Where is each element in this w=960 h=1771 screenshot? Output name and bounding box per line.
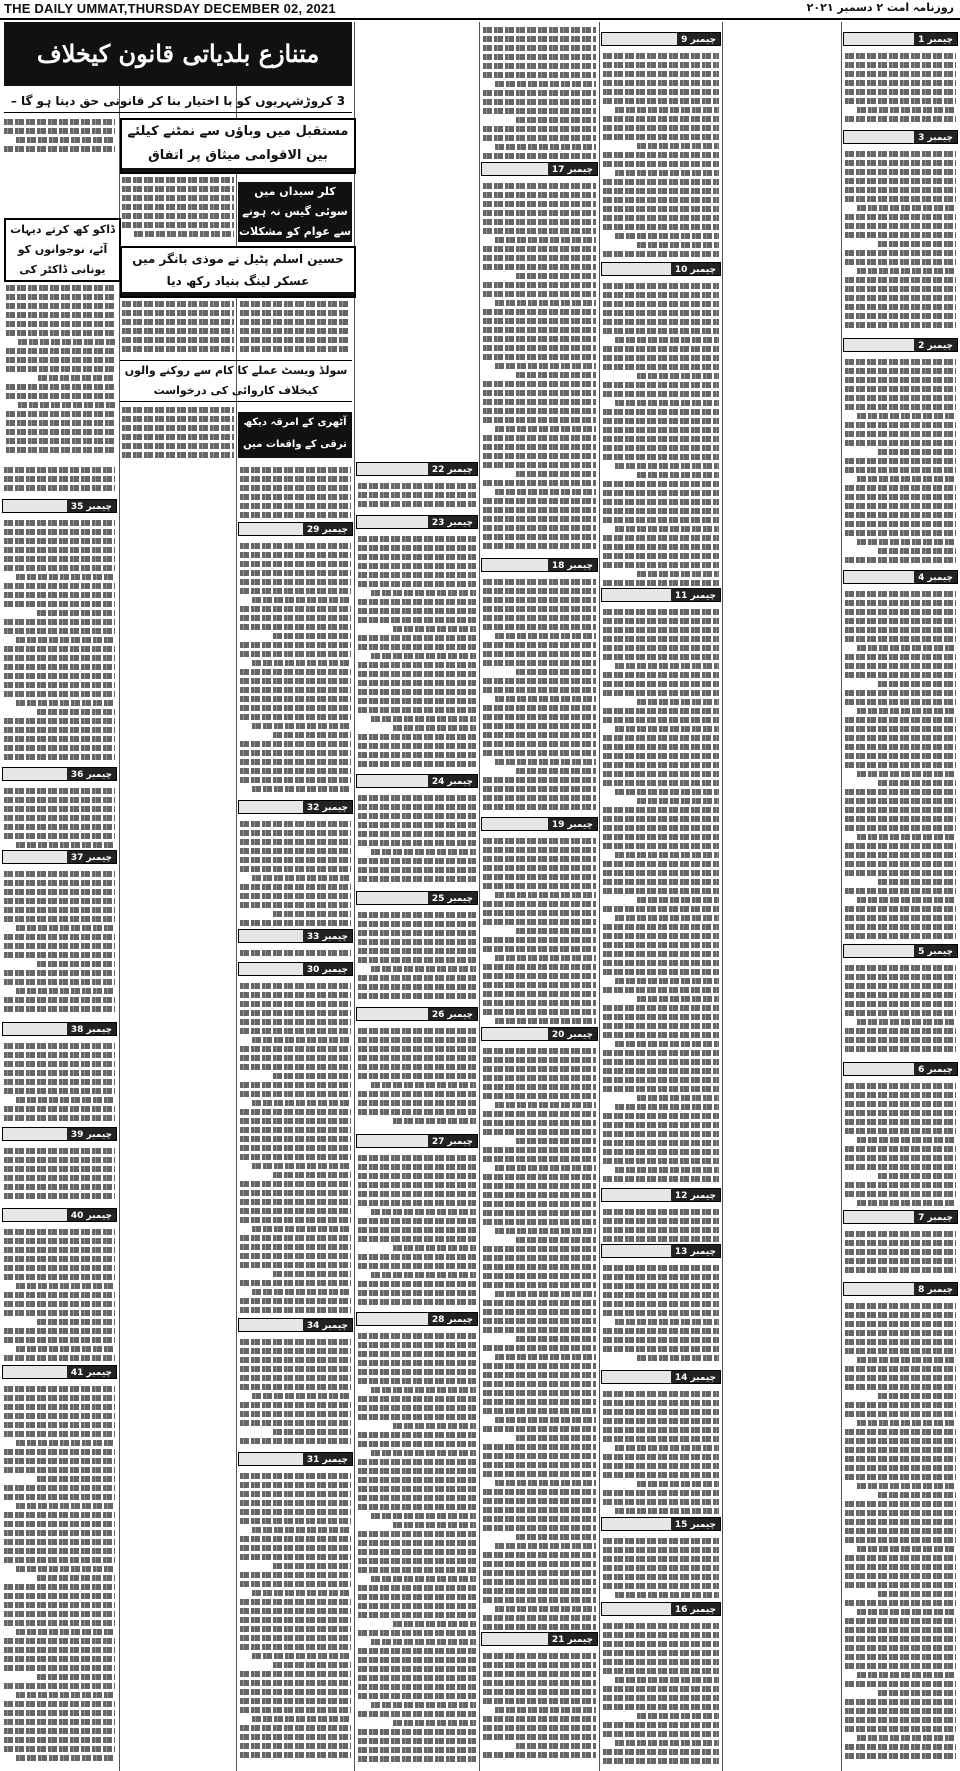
headline: حسین اسلم پٹیل نے موذی بانگر میں عسکر لینگ بنیاد رکھ دیا: [132, 252, 344, 288]
section-number: چیمبر 30: [303, 963, 352, 976]
story-text: [2, 517, 117, 765]
section-label: [481, 1027, 598, 1041]
story-text: [238, 1470, 353, 1765]
section-label: [601, 588, 721, 602]
section-label: [238, 1318, 353, 1332]
section-number: چیمبر 2: [914, 339, 957, 352]
section-number: چیمبر 7: [914, 1211, 957, 1224]
section-number: چیمبر 14: [671, 1371, 720, 1384]
story-text: [843, 962, 958, 1060]
story-text: [481, 24, 598, 160]
section-label: [356, 462, 478, 476]
section-label: [356, 1134, 478, 1148]
story-text: [843, 1080, 958, 1208]
story-text: [238, 298, 352, 358]
section-number: چیمبر 6: [914, 1063, 957, 1076]
section-label: [843, 338, 958, 352]
headline: سولڈ ویسٹ عملے کا کام سے روکنے والوں کیخلاف کاروائی کی درخواست: [124, 364, 348, 397]
section-label: [238, 1452, 353, 1466]
section-label: [2, 767, 117, 781]
section-number: چیمبر 33: [303, 930, 352, 943]
story-text: [120, 298, 236, 358]
section-number: چیمبر 8: [914, 1283, 957, 1296]
story-text: [2, 464, 117, 497]
section-label: [238, 800, 353, 814]
urdu-date: روزنامہ امت ۲ دسمبر ۲۰۲۱: [806, 1, 954, 14]
story-text: [843, 1228, 958, 1280]
headline: مستقبل میں وباؤں سے نمٹنے کیلئے بین الاقوامی میثاق پر اتفاق: [127, 124, 349, 163]
section-label: [601, 1517, 721, 1531]
story-text: [481, 576, 598, 815]
story-text: [120, 174, 236, 244]
section-label: [601, 262, 721, 276]
story-text: [2, 116, 117, 156]
story-text: [601, 280, 721, 586]
story-text: [356, 792, 478, 889]
story-text: [2, 868, 117, 1020]
section-number: چیمبر 22: [428, 463, 477, 476]
story-text: [843, 148, 958, 336]
section-label: [843, 1210, 958, 1224]
story-text: [843, 50, 958, 128]
story-text: [238, 818, 353, 927]
story-text: [601, 1620, 721, 1765]
headline: ڈاکو کھ کرتے دیہات آئے، نوجوانوں کو یونانی ڈاکٹر کی: [10, 223, 115, 276]
section-number: چیمبر 18: [548, 559, 597, 572]
section-label: [601, 1188, 721, 1202]
section-number: چیمبر 11: [671, 589, 720, 602]
section-label: [601, 1244, 721, 1258]
section-number: چیمبر 34: [303, 1319, 352, 1332]
story-text: [356, 1152, 478, 1310]
section-label: [356, 891, 478, 905]
headline-box: [120, 118, 356, 174]
section-number: چیمبر 15: [671, 1518, 720, 1531]
section-number: چیمبر 10: [671, 263, 720, 276]
section-label: [601, 1370, 721, 1384]
section-number: چیمبر 16: [671, 1603, 720, 1616]
section-number: چیمبر 41: [67, 1366, 116, 1379]
story-text: [2, 1226, 117, 1363]
story-text: [481, 1650, 598, 1765]
story-text: [843, 588, 958, 942]
story-text: [601, 1388, 721, 1515]
section-number: چیمبر 21: [548, 1633, 597, 1646]
section-number: چیمبر 38: [67, 1023, 116, 1036]
story-text: [601, 50, 721, 260]
story-text: [356, 1330, 478, 1765]
headline-dark: آٹھری کے امرقہ دیکھ ترقی کے واقعات میں: [238, 412, 352, 458]
story-text: [601, 1535, 721, 1600]
section-number: چیمبر 13: [671, 1245, 720, 1258]
section-label: [356, 1007, 478, 1021]
section-label: [2, 1022, 117, 1036]
section-number: چیمبر 24: [428, 775, 477, 788]
story-text: [238, 980, 353, 1316]
section-number: چیمبر 17: [548, 163, 597, 176]
section-label: [2, 1208, 117, 1222]
edition-line: THE DAILY UMMAT,THURSDAY DECEMBER 02, 2021: [4, 1, 336, 16]
section-label: [601, 32, 721, 46]
section-number: چیمبر 9: [677, 33, 720, 46]
headline-box: [4, 218, 121, 282]
story-text: [4, 282, 117, 457]
story-text: [843, 356, 958, 568]
story-text: [481, 180, 598, 556]
section-number: چیمبر 5: [914, 945, 957, 958]
section-label: [356, 774, 478, 788]
section-label: [843, 130, 958, 144]
section-label: [356, 1312, 478, 1326]
section-label: [843, 1282, 958, 1296]
story-text: [601, 606, 721, 1186]
lead-banner: متنازع بلدیاتی قانون کیخلاف: [4, 22, 352, 86]
story-text: [238, 464, 353, 520]
story-text: [238, 947, 353, 960]
section-number: چیمبر 32: [303, 801, 352, 814]
section-number: چیمبر 39: [67, 1128, 116, 1141]
story-text: [481, 835, 598, 1025]
story-text: [356, 480, 478, 513]
section-number: چیمبر 3: [914, 131, 957, 144]
section-number: چیمبر 20: [548, 1028, 597, 1041]
section-label: [238, 522, 353, 536]
story-text: [238, 540, 353, 798]
section-number: چیمبر 29: [303, 523, 352, 536]
story-text: [2, 1145, 117, 1206]
section-number: چیمبر 31: [303, 1453, 352, 1466]
story-text: [238, 1336, 353, 1450]
headline-box: [120, 360, 352, 402]
story-text: [481, 1045, 598, 1630]
headline-dark: کلر سیداں میں سوئی گیس نہ ہونے سے عوام کو مشکلات: [238, 182, 352, 242]
section-label: [356, 515, 478, 529]
lead-strap: 3 کروڑشہریوں کو با اختیار بنا کر قانونی حق دینا ہو گا –: [4, 90, 352, 113]
section-number: چیمبر 1: [914, 33, 957, 46]
section-number: چیمبر 28: [428, 1313, 477, 1326]
section-label: [2, 1127, 117, 1141]
section-label: [843, 944, 958, 958]
story-text: [2, 1040, 117, 1125]
section-label: [238, 929, 353, 943]
story-text: [356, 533, 478, 772]
section-number: چیمبر 25: [428, 892, 477, 905]
section-number: چیمبر 35: [67, 500, 116, 513]
section-label: [2, 1365, 117, 1379]
section-number: چیمبر 37: [67, 851, 116, 864]
subheadline: [120, 401, 352, 402]
story-text: [843, 1300, 958, 1765]
section-number: چیمبر 36: [67, 768, 116, 781]
section-number: چیمبر 40: [67, 1209, 116, 1222]
section-label: [2, 499, 117, 513]
section-label: [481, 817, 598, 831]
story-text: [356, 909, 478, 1005]
headline-box: [120, 246, 356, 298]
section-label: [843, 570, 958, 584]
newspaper-page: [0, 22, 960, 1771]
story-text: [2, 1383, 117, 1765]
section-number: چیمبر 12: [671, 1189, 720, 1202]
section-number: چیمبر 26: [428, 1008, 477, 1021]
story-text: [2, 785, 117, 848]
masthead-bar: [0, 0, 960, 20]
section-number: چیمبر 4: [914, 571, 957, 584]
section-label: [481, 162, 598, 176]
section-label: [843, 1062, 958, 1076]
story-text: [356, 1025, 478, 1132]
section-number: چیمبر 19: [548, 818, 597, 831]
story-text: [120, 404, 236, 460]
section-label: [238, 962, 353, 976]
section-label: [481, 1632, 598, 1646]
section-label: [601, 1602, 721, 1616]
story-text: [601, 1262, 721, 1368]
section-label: [843, 32, 958, 46]
section-label: [481, 558, 598, 572]
section-label: [2, 850, 117, 864]
section-number: چیمبر 27: [428, 1135, 477, 1148]
story-text: [601, 1206, 721, 1242]
section-number: چیمبر 23: [428, 516, 477, 529]
